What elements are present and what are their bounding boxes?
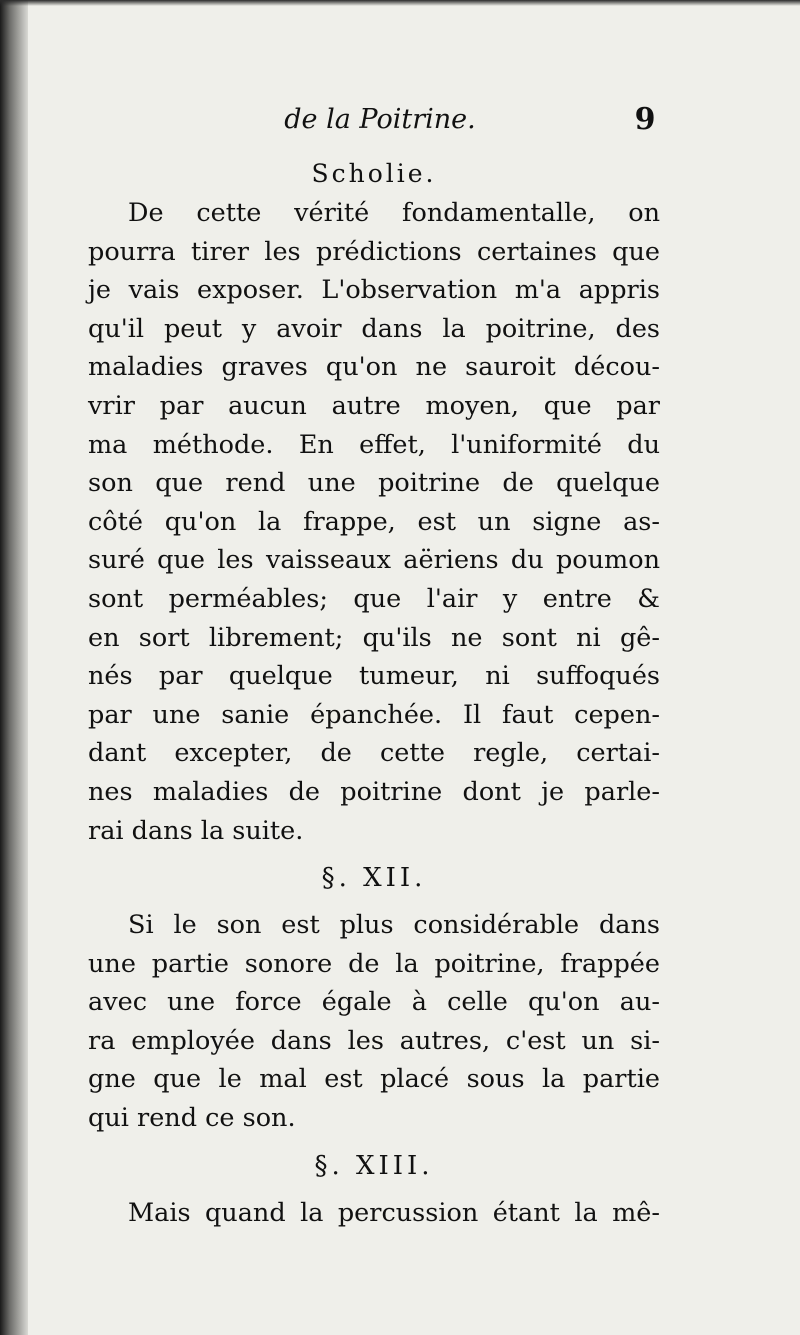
- page-header: [0, 100, 800, 140]
- text-block: [88, 154, 660, 1232]
- text-line: par une sanie épanchée. Il faut cepen-: [88, 699, 660, 730]
- text-line: dant excepter, de cette regle, certai-: [88, 738, 660, 769]
- text-line: sont perméables; que l'air y entre &: [88, 583, 660, 614]
- paragraph-section-xiii: [88, 1194, 660, 1233]
- text-line: Si le son est plus considérable dans: [128, 910, 660, 941]
- text-line: De cette vérité fondamentalle, on: [128, 198, 660, 228]
- text-line: pourra tirer les prédictions certaines que: [88, 236, 660, 267]
- text-line: ma méthode. En effet, l'uniformité du: [88, 429, 660, 460]
- text-line: je vais exposer. L'observation m'a appris: [88, 275, 660, 306]
- page-top-edge: [0, 0, 800, 6]
- text-line: nes maladies de poitrine dont je parle-: [88, 776, 660, 807]
- text-line: suré que les vaisseaux aëriens du poumon: [88, 545, 660, 576]
- text-line: côté qu'on la frappe, est un signe as-: [88, 506, 660, 537]
- text-line: maladies graves qu'on ne sauroit décou-: [88, 352, 660, 383]
- binding-gutter: [0, 0, 28, 1335]
- text-line: une partie sonore de la poitrine, frappée: [88, 948, 660, 979]
- text-line: Mais quand la percussion étant la mê-: [128, 1197, 660, 1228]
- text-line: nés par quelque tumeur, ni suffoqués: [88, 661, 660, 692]
- text-line: en sort librement; qu'ils ne sont ni gê-: [88, 622, 660, 653]
- text-line: ra employée dans les autres, c'est un si-: [88, 1025, 660, 1056]
- section-heading-xiii: §. XIII.: [314, 1150, 434, 1181]
- paragraph-section-xii: [88, 906, 660, 1138]
- text-line: avec une force égale à celle qu'on au-: [88, 987, 660, 1018]
- text-line: son que rend une poitrine de quelque: [88, 468, 660, 499]
- text-line: qu'il peut y avoir dans la poitrine, des: [88, 313, 660, 344]
- text-line: rai dans la suite.: [88, 815, 304, 846]
- text-line: qui rend ce son.: [88, 1103, 296, 1134]
- text-line: gne que le mal est placé sous la partie: [88, 1064, 660, 1095]
- scholie-heading: Scholie.: [311, 159, 437, 188]
- page-number: 9: [634, 102, 656, 137]
- paragraph-scholie: [88, 194, 660, 850]
- section-heading-xii: §. XII.: [321, 863, 427, 894]
- text-line: vrir par aucun autre moyen, que par: [88, 390, 660, 421]
- running-title: de la Poitrine.: [284, 104, 476, 135]
